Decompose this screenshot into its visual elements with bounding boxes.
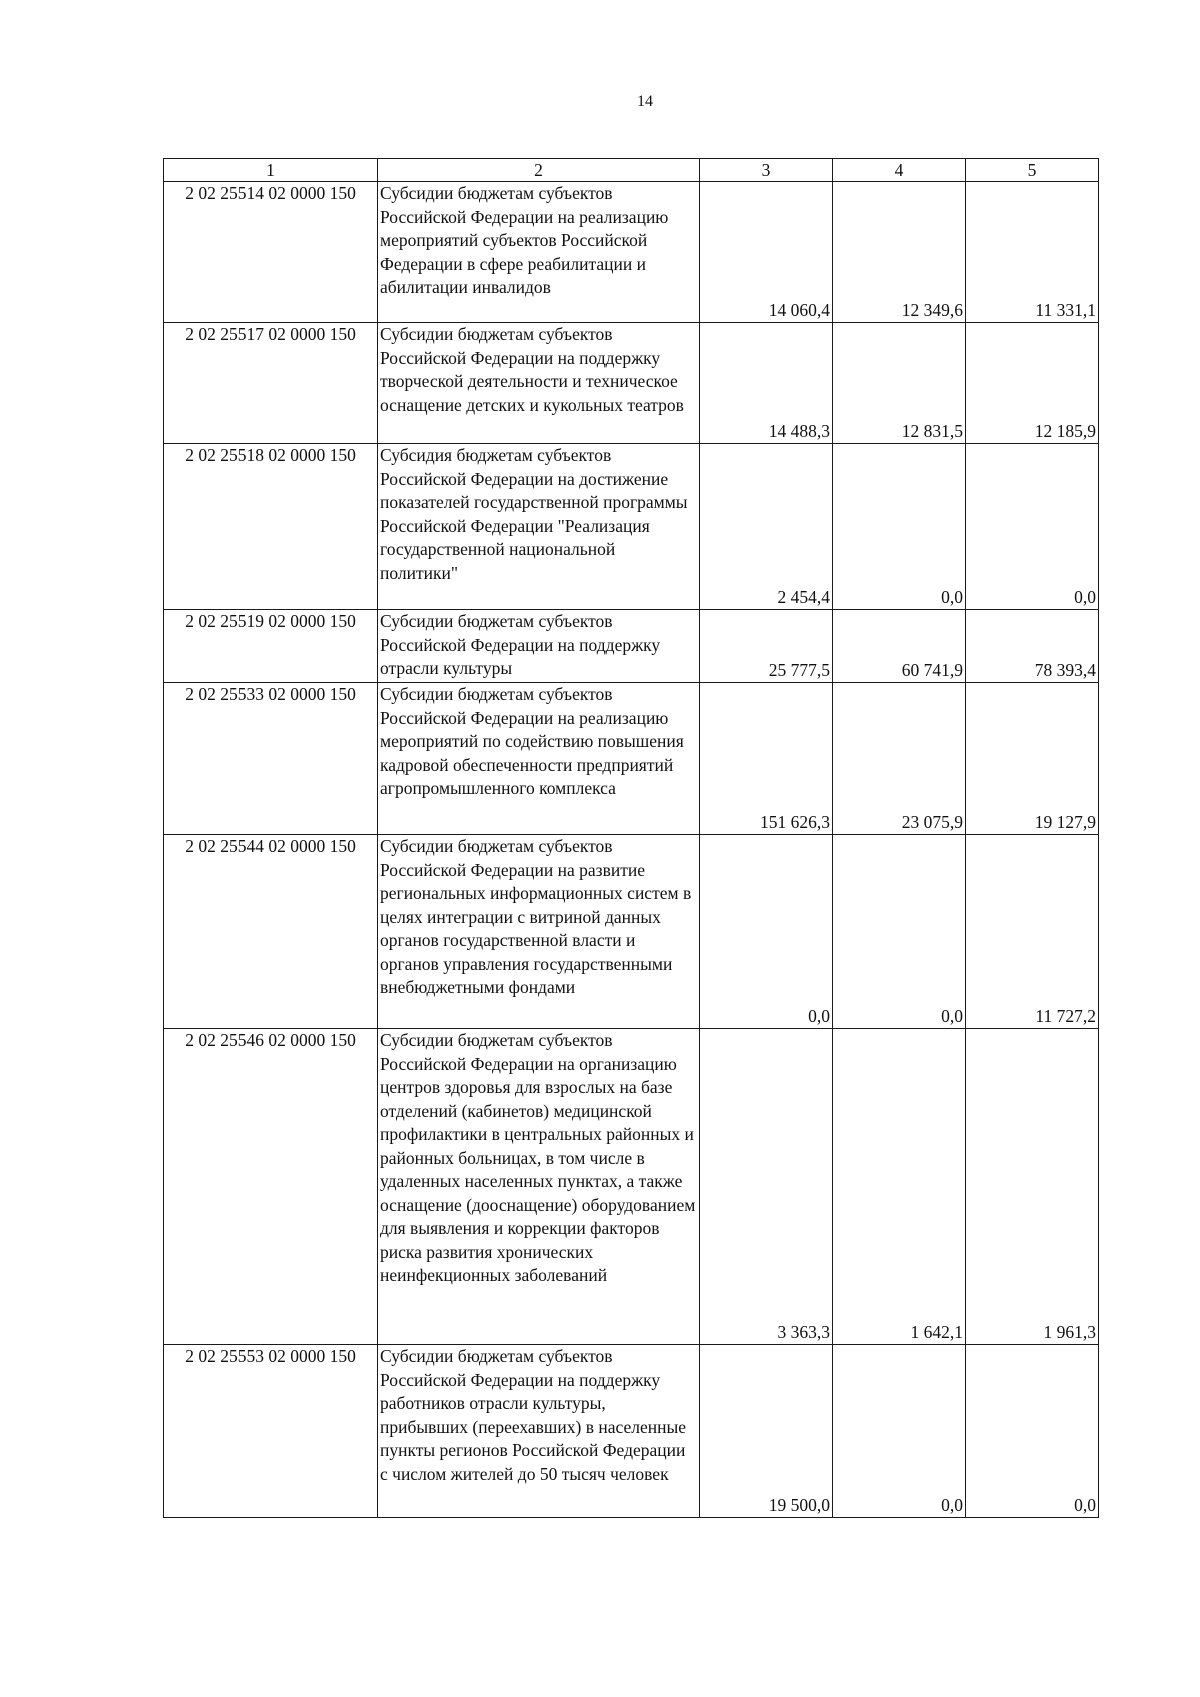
value-col-5: 0,0	[966, 1345, 1099, 1518]
value-col-3: 0,0	[700, 835, 833, 1029]
budget-code: 2 02 25517 02 0000 150	[164, 323, 378, 444]
value-col-5: 19 127,9	[966, 683, 1099, 835]
row-description: Субсидии бюджетам субъектов Российской Федерации на поддержку отрасли культуры	[378, 610, 700, 683]
value-col-3: 14 488,3	[700, 323, 833, 444]
table-row	[164, 683, 1099, 835]
value-col-4: 12 831,5	[833, 323, 966, 444]
value-col-4: 0,0	[833, 444, 966, 610]
header-row	[164, 159, 1099, 182]
header-col-5: 5	[966, 159, 1099, 182]
value-col-3: 3 363,3	[700, 1029, 833, 1345]
value-col-5: 12 185,9	[966, 323, 1099, 444]
budget-code: 2 02 25514 02 0000 150	[164, 182, 378, 323]
value-col-3: 151 626,3	[700, 683, 833, 835]
value-col-5: 78 393,4	[966, 610, 1099, 683]
row-description: Субсидии бюджетам субъектов Российской Федерации на организацию центров здоровья для взрослых на базе отделений (кабинетов) медицинской профилактики в центральных районных и районных больницах, в том числе в удаленных населенных пунктах, а также оснащение (дооснащение) оборудованием для выявления и коррекции факторов риска развития хронических неинфекционных заболеваний	[378, 1029, 700, 1345]
value-col-3: 14 060,4	[700, 182, 833, 323]
header-col-2: 2	[378, 159, 700, 182]
row-description: Субсидии бюджетам субъектов Российской Федерации на реализацию мероприятий по содействию повышения кадровой обеспеченности предприятий агропромышленного комплекса	[378, 683, 700, 835]
row-description: Субсидии бюджетам субъектов Российской Федерации на реализацию мероприятий субъектов Российской Федерации в сфере реабилитации и абилитации инвалидов	[378, 182, 700, 323]
value-col-5: 11 331,1	[966, 182, 1099, 323]
table-row	[164, 1029, 1099, 1345]
table-row	[164, 444, 1099, 610]
budget-table	[163, 158, 1099, 1518]
header-col-4: 4	[833, 159, 966, 182]
value-col-4: 23 075,9	[833, 683, 966, 835]
table-row	[164, 610, 1099, 683]
budget-code: 2 02 25518 02 0000 150	[164, 444, 378, 610]
value-col-5: 11 727,2	[966, 835, 1099, 1029]
value-col-4: 60 741,9	[833, 610, 966, 683]
table-row	[164, 182, 1099, 323]
row-description: Субсидии бюджетам субъектов Российской Федерации на поддержку работников отрасли культуры, прибывших (переехавших) в населенные пункты регионов Российской Федерации с числом жителей до 50 тысяч человек	[378, 1345, 700, 1518]
budget-code: 2 02 25546 02 0000 150	[164, 1029, 378, 1345]
page-number: 14	[637, 93, 653, 110]
value-col-3: 25 777,5	[700, 610, 833, 683]
value-col-4: 0,0	[833, 1345, 966, 1518]
row-description: Субсидии бюджетам субъектов Российской Федерации на развитие региональных информационных систем в целях интеграции с витриной данных органов государственной власти и органов управления государственными внебюджетными фондами	[378, 835, 700, 1029]
value-col-5: 1 961,3	[966, 1029, 1099, 1345]
budget-code: 2 02 25553 02 0000 150	[164, 1345, 378, 1518]
value-col-3: 19 500,0	[700, 1345, 833, 1518]
value-col-4: 0,0	[833, 835, 966, 1029]
budget-code: 2 02 25519 02 0000 150	[164, 610, 378, 683]
budget-code: 2 02 25533 02 0000 150	[164, 683, 378, 835]
table-row	[164, 323, 1099, 444]
value-col-5: 0,0	[966, 444, 1099, 610]
table-row	[164, 1345, 1099, 1518]
header-col-1: 1	[164, 159, 378, 182]
header-col-3: 3	[700, 159, 833, 182]
row-description: Субсидии бюджетам субъектов Российской Федерации на поддержку творческой деятельности и техническое оснащение детских и кукольных театров	[378, 323, 700, 444]
budget-code: 2 02 25544 02 0000 150	[164, 835, 378, 1029]
value-col-3: 2 454,4	[700, 444, 833, 610]
value-col-4: 12 349,6	[833, 182, 966, 323]
row-description: Субсидия бюджетам субъектов Российской Федерации на достижение показателей государственной программы Российской Федерации "Реализация государственной национальной политики"	[378, 444, 700, 610]
table-row	[164, 835, 1099, 1029]
value-col-4: 1 642,1	[833, 1029, 966, 1345]
